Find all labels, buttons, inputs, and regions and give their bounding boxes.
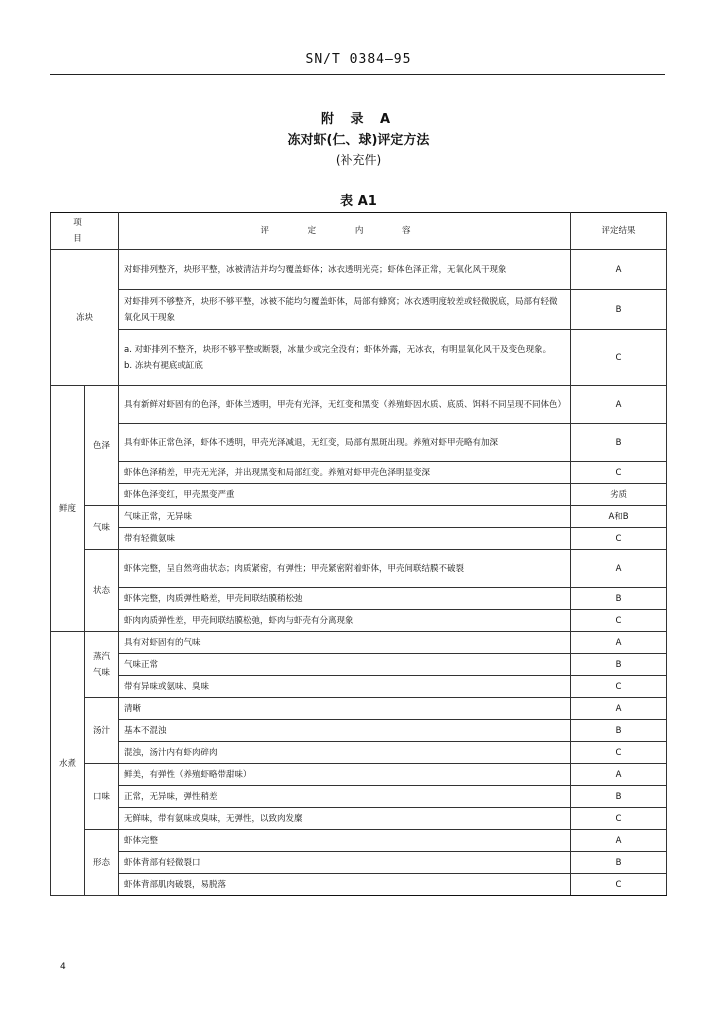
subcategory-taste: 口味	[85, 764, 119, 830]
category-frozen-block: 冻块	[51, 250, 119, 386]
row-content	[119, 330, 571, 386]
row-result: B	[571, 852, 667, 874]
row-content: 鲜美，有弹性（养殖虾略带甜味）	[119, 764, 571, 786]
row-content: 气味正常，无异味	[119, 506, 571, 528]
row-result: C	[571, 462, 667, 484]
row-result: A	[571, 830, 667, 852]
row-result: B	[571, 588, 667, 610]
row-content: 清晰	[119, 698, 571, 720]
table-row	[51, 386, 667, 424]
row-content: 气味正常	[119, 654, 571, 676]
row-result: C	[571, 330, 667, 386]
header-result: 评定结果	[571, 213, 667, 250]
category-boiled: 水煮	[51, 632, 85, 896]
row-result: A	[571, 250, 667, 290]
row-result: 劣质	[571, 484, 667, 506]
row-content: 无鲜味，带有氨味或臭味，无弹性，以致肉发糜	[119, 808, 571, 830]
appendix-label: 附 录 A	[320, 112, 397, 127]
table-row	[51, 462, 667, 484]
appendix-title: 冻对虾(仁、球)评定方法	[287, 133, 430, 148]
row-result: A	[571, 386, 667, 424]
header-item: 项 目	[51, 213, 119, 250]
table-row	[51, 698, 667, 720]
row-content: 虾体完整	[119, 830, 571, 852]
row-result: B	[571, 654, 667, 676]
row-content: 带有轻微氨味	[119, 528, 571, 550]
row-result: A	[571, 764, 667, 786]
table-row	[51, 654, 667, 676]
row-content: 正常，无异味，弹性稍差	[119, 786, 571, 808]
row-content: 混浊，汤汁内有虾肉碎肉	[119, 742, 571, 764]
row-result: B	[571, 290, 667, 330]
table-row	[51, 720, 667, 742]
row-result: C	[571, 808, 667, 830]
table-row	[51, 506, 667, 528]
table-row	[51, 250, 667, 290]
row-content: 虾肉肉质弹性差，甲壳间联结膜松弛，虾肉与虾壳有分离现象	[119, 610, 571, 632]
row-content: 基本不混浊	[119, 720, 571, 742]
table-row	[51, 786, 667, 808]
row-result: B	[571, 786, 667, 808]
row-result: C	[571, 610, 667, 632]
row-content: 虾体色泽稍差，甲壳无光泽，并出现黑变和局部红变。养殖对虾甲壳色泽明显变深	[119, 462, 571, 484]
subcategory-state: 状态	[85, 550, 119, 632]
table-row	[51, 830, 667, 852]
row-content: 虾体完整，肉质弹性略差，甲壳间联结膜稍松弛	[119, 588, 571, 610]
table-row	[51, 484, 667, 506]
evaluation-table	[50, 212, 667, 896]
table-row	[51, 632, 667, 654]
table-row	[51, 528, 667, 550]
subcategory-form: 形态	[85, 830, 119, 896]
row-result: C	[571, 874, 667, 896]
table-row	[51, 852, 667, 874]
row-result: B	[571, 720, 667, 742]
row-content-a: a. 对虾排列不整齐，块形不够平整或断裂，冰量少或完全没有；虾体外露，无冰衣，有明显氧化风干及变色现象。	[124, 344, 552, 355]
row-content: 虾体背部有轻微裂口	[119, 852, 571, 874]
row-result: C	[571, 676, 667, 698]
standard-code: SN/T 0384—95	[305, 52, 412, 67]
table-row	[51, 550, 667, 588]
table-row	[51, 808, 667, 830]
table-row	[51, 764, 667, 786]
row-content: 对虾排列整齐，块形平整，冰被清洁并均匀覆盖虾体；冰衣透明光亮；虾体色泽正常，无氧化风干现象	[119, 250, 571, 290]
subcategory-steam-smell: 蒸汽气味	[85, 632, 119, 698]
table-caption: 表 A1	[340, 194, 377, 209]
table-row	[51, 610, 667, 632]
appendix-subtitle: (补充件)	[335, 153, 382, 167]
row-content: 具有虾体正常色泽，虾体不透明，甲壳光泽减退，无红变，局部有黑斑出现。养殖对虾甲壳略有加深	[119, 424, 571, 462]
row-result: C	[571, 528, 667, 550]
row-content: 具有新鲜对虾固有的色泽，虾体兰透明，甲壳有光泽，无红变和黑变（养殖虾因水质、底质、饵料不同呈现不同体色）	[119, 386, 571, 424]
table-row	[51, 424, 667, 462]
row-result: A和B	[571, 506, 667, 528]
header-content: 评 定 内 容	[119, 213, 571, 250]
row-result: C	[571, 742, 667, 764]
table-row	[51, 330, 667, 386]
row-content: 带有异味或氨味、臭味	[119, 676, 571, 698]
table-row	[51, 874, 667, 896]
category-freshness: 鲜度	[51, 386, 85, 632]
row-result: A	[571, 632, 667, 654]
subcategory-smell: 气味	[85, 506, 119, 550]
row-content: 虾体色泽变红，甲壳黑变严重	[119, 484, 571, 506]
row-result: A	[571, 698, 667, 720]
subcategory-soup: 汤汁	[85, 698, 119, 764]
row-result: A	[571, 550, 667, 588]
row-result: B	[571, 424, 667, 462]
table-header-row	[51, 213, 667, 250]
table-row	[51, 742, 667, 764]
row-content: 具有对虾固有的气味	[119, 632, 571, 654]
row-content: 虾体完整，呈自然弯曲状态；肉质紧密，有弹性；甲壳紧密附着虾体，甲壳间联结膜不破裂	[119, 550, 571, 588]
row-content-b: b. 冻块有褪底或缸底	[124, 360, 203, 371]
page-number: 4	[60, 962, 66, 972]
header-rule	[50, 74, 665, 75]
row-content: 虾体背部肌肉破裂，易脱落	[119, 874, 571, 896]
table-row	[51, 676, 667, 698]
table-row	[51, 588, 667, 610]
table-row	[51, 290, 667, 330]
row-content: 对虾排列不够整齐，块形不够平整，冰被不能均匀覆盖虾体，局部有蜂窝；冰衣透明度较差或轻微脱底，局部有轻微氧化风干现象	[119, 290, 571, 330]
subcategory-color: 色泽	[85, 386, 119, 506]
